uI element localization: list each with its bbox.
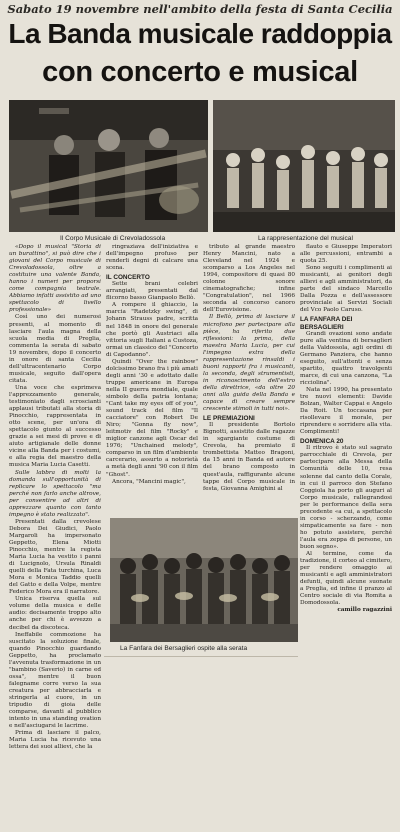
paragraph: flauto e Giuseppe Imperatori alle percussioni, entrambi a quota 25. bbox=[300, 244, 392, 265]
photo-musical-caption: La rappresentazione del musical bbox=[258, 235, 353, 242]
paragraph: A rompere il ghiaccio, la marcia "Radetzky swing", di Johann Strauss padre, scritta nel 1848 in onore del generale che portò gli Austriaci alla vittoria sugli Italiani a Custoza, ormai un classico del "Concerto di Capodanno". bbox=[106, 302, 198, 358]
kicker: Sabato 19 novembre nell'ambito della festa di Santa Cecilia bbox=[7, 2, 393, 16]
paragraph: Il presidente Bortolo Bignotti, assistito dalle ragazze in sgargiante costume di Crevola, ha premiato il trombettista Matteo Bragoni, da 15 anni in Banda ed autore del brano composto in quest'aula, raffigurante alcune tappe del Corpo musicale in festa, Giovanna Amighini al bbox=[203, 422, 295, 492]
photo-fanfara-caption: La Fanfara dei Bersaglieri ospite alla serata bbox=[120, 645, 248, 652]
headline-line-1: La Banda musicale raddoppia bbox=[8, 18, 392, 49]
paragraph: Sulle labbra di molti la domanda sull'opportunità di replicare lo spettacolo "ma perché non farlo anche altrove, per consentire ad altri di apprezzare quanto con tanto impegno è stato realizzato". bbox=[9, 469, 101, 518]
paragraph: Al termine, come da tradizione, il corteo al cimitero, per rendere omaggio ai musicanti e agli amministratori defunti, quindi alcune suonate a Preglia, ed infine il pranzo al Centro sociale di via Romita a Domodossola. bbox=[300, 551, 392, 607]
author-signature: camillo ragazzini bbox=[337, 607, 392, 614]
photo-fanfara bbox=[110, 518, 298, 642]
column-divider bbox=[104, 656, 298, 657]
paragraph: Unica riserva quella sul volume della musica e delle audio: decisamente troppo alto anche per chi è avvezzo a decibel da discoteca. bbox=[9, 596, 101, 631]
photo-fanfara-image bbox=[110, 518, 298, 642]
paragraph: Sette brani celebri arrangiati, presentati dal flicorno basso Gianpaolo Bellò. bbox=[106, 281, 198, 302]
photo-musical bbox=[213, 100, 395, 232]
column-2 bbox=[106, 244, 198, 514]
headline-line-2: con concerto e musical bbox=[42, 56, 358, 88]
paragraph: ringraziava dell'iniziativa e dell'impegno profuso per renderli degni di calcare una scena. bbox=[106, 244, 198, 272]
column-3 bbox=[203, 244, 295, 514]
column-4 bbox=[300, 244, 392, 830]
section-heading-concerto: IL CONCERTO bbox=[106, 274, 150, 282]
paragraph: Una voce che esprimeva l'apprezzamento generale, testimoniato dagli scroscianti applausi tributati alla storia di Pinocchio, rappresentata in otto scene, per un'ora di spettacolo giunto al successo grazie a sei mesi di prove e di aiuto artigianale delle donne vicine alla Banda per i costumi, e alla regia del maestro della musica Maria Lucia Casetti. bbox=[9, 384, 101, 469]
paragraph: Il ritrovo è stato sul sagrato parrocchiale di Crevola, per partecipare alla Messa della Comunità delle 10, resa solenne dal canto della Corale, in cui il parroco don Stefano Coggiola ha porto gli auguri al Corpo musicale, rallegrandosi per le performance della sera precedente «a cui, a spettacolo in corso - scherzando, come simpaticamente sa fare - non ho potuto assistere, perché l'aula era zeppa di persone, un buon segno». bbox=[300, 445, 392, 550]
section-heading-premiazioni: LE PREMIAZIONI bbox=[203, 415, 255, 423]
paragraph: Quindi "Over the rainbow" dolcissimo brano fra i più amati degli anni '30 e adottato dalle truppe americane in Europa nella II guerra mondiale, quale simbolo della patria lontana; "Cant take my eyes off of you", sound track del film "Il cacciatore" con Robert De Niro; "Gonna fly now", leitmotiv del film "Rocky" e miglior canzone agli Oscar del 1976; "Unchained melody", comparso in un film d'ambiente carcerario, assurto a notorietà a metà degli anni '90 con il film "Ghost". bbox=[106, 358, 198, 478]
column-1 bbox=[9, 244, 101, 830]
section-heading-domenica: DOMENICA 20 bbox=[300, 438, 344, 446]
paragraph: Così uno dei numerosi presenti, al momento di lasciare l'aula magna della scuola media di Preglia, commenta la serata di sabato 19 novembre, dopo il concerto in onore di santa Cecilia dell'ultracentenario Corpo musicale, seguito dall'opera citata. bbox=[9, 314, 101, 384]
paragraph: Ineffabile commozione ha suscitato la soluzione finale, quando Pinocchio guardando Geppetto, ha proclamato l'avvenuta trasformazione in un "bambino (Saverio) in carne ed ossa", mentre il buon falegname corre verso la sua creatura per abbracciarla e stringerla al cuore, in un tripudio di gioia delle comparse, davanti al pubblico intento in una standing ovation e nell'asciugarsi le lacrime. bbox=[9, 631, 101, 730]
lead-quote: «Dopo il musical "Storia di un burattino", si può dire che i giovani del Corpo musicale di Crevoladossola, oltre a costituire una valente Banda, hanno i numeri per proporsi come compagnia teatrale. Abbiamo infatti assistito ad uno spettacolo di livello professionale» bbox=[9, 244, 101, 314]
photo-musical-image bbox=[213, 100, 395, 232]
paragraph: tributo al grande maestro Henry Mancini, nato a Cleveland nel 1924 e scomparso a Los Angeles nel 1994, compositore di quasi 80 colonne sonore cinematografiche; infine "Congratulation", nel 1966 seconda al concorso canoro dell'Eurovisione. bbox=[203, 244, 295, 314]
photo-band-image bbox=[9, 100, 208, 232]
paragraph: Prima di lasciare il palco, Maria Lucia ha ricevuto una lettera dei suoi allievi, che la bbox=[9, 730, 101, 751]
paragraph: Presentati dalla crevolese Debora Dei Giudici, Paolo Margaroli ha impersonato Geppetto, Elena Miotti Pinocchio, mentre la regista Maria Lucia ha vestito i panni di Lucignolo, Ursula Rinaldi quelli della Fata turchina, Luca Mora e Monica Taddio quelli del Gatto e della Volpe, mentre Federico Mora era il narratore. bbox=[9, 518, 101, 596]
paragraph: Grandi ovazioni sono andate pure alla ventina di bersaglieri della Valdossola, agli ordini di Germano Panziera, che hanno eseguito, sull'attenti e senza spartito, quattro travolgenti marce, di cui una canzona, "La ricciolina". bbox=[300, 330, 392, 386]
paragraph: Ancora, "Mancini magic", bbox=[112, 478, 186, 485]
paragraph: Il Bellò, prima di lasciare il microfono per partecipare alla pièce, ha riferito due riflessioni: la prima, della maestra Maria Lucia, per cui l'impegno extra della rappresentazione rinsaldi i buoni rapporti fra i musicanti, la seconda, degli strumentisti, in riconoscimento dell'estro della direttrice, «da oltre 20 anni alla guida della Banda e capace di creare sempre crescente stimoli in tutti noi». bbox=[203, 314, 295, 413]
section-heading-fanfara: LA FANFARA DEI BERSAGLIERI bbox=[300, 316, 353, 331]
photo-band-caption: Il Corpo Musicale di Crevoladossola bbox=[60, 235, 166, 242]
photo-band bbox=[9, 100, 208, 232]
paragraph: Sono seguiti i complimenti ai musicanti, ai genitori degli allievi e agli amministratori, da parte del sindaco Marcello Dalla Pozza e dell'assessore provinciale ai Servizi Sociali del Vco Paolo Caruso. bbox=[300, 265, 392, 314]
paragraph: Nata nel 1990, ha presentato tre nuovi elementi: Davide Bolzan, Walter Cappai e Angelo Da Roit. Un toccasana per risollevare il morale, per riprendere e sorridere alla vita. Complimenti! bbox=[300, 386, 392, 436]
